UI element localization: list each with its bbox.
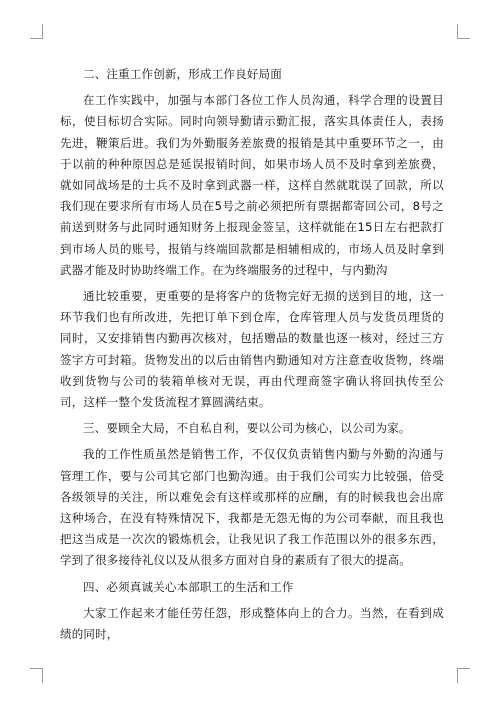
body-paragraph: 大家工作起来才能任劳任怨，形成整体向上的合力。当然，在看到成绩的同时， [60,605,444,642]
body-paragraph: 在工作实践中，加强与本部门各位工作人员沟通，科学合理的设置目标，使目标切合实际。同时向领导勤请示勤汇报，落实具体责任人，表扬先进，鞭策后进。我们为外勤服务差旅费的报销是其中重要环节之一，由于以前的种种原因总是延误报销时间，如果市场人员不及时拿到差旅费，就如同战场是的士兵不及时拿到武器一样，这样自然就耽误了回款，所以我们现在要求所有市场人员在5号之前必须把所有票据都寄回公司，8号之前送到财务与此同时通知财务上报现金签呈，这样就能在15日左右把款打到市场人员的账号，报销与终端回款都是相辅相成的，市场人员及时拿到武器才能及时协助终端工作。在为终端服务的过程中，与内勤沟 [60,93,444,277]
section-heading-2: 二、注重工作创新，形成工作良好局面 [83,67,282,81]
document-body [60,64,444,645]
crop-mark-top-left [30,24,43,39]
crop-mark-bottom-left [30,668,43,683]
section-heading-4: 四、必须真诚关心本部职工的生活和工作 [83,579,294,594]
body-paragraph: 我的工作性质虽然是销售工作，不仅仅负责销售内勤与外勤的沟通与管理工作，要与公司其它部门也勤沟通。由于我们公司实力比较强，倍受各级领导的关注，所以难免会有这样或那样的应酬，有的时候我也会出席这种场合，在没有特殊情况下，我都是无怨无悔的为公司奉献，而且我也把这当成是一次次的锻炼机会，让我见识了我工作范围以外的很多东西，学到了很多接待礼仪以及从很多方面对自身的素质有了很大的提高。 [60,447,444,568]
section-heading-3: 三、要顾全大局，不自私自利，要以公司为核心，以公司为家。 [83,421,411,436]
body-paragraph: 通比较重要，更重要的是将客户的货物完好无损的送到目的地，这一环节我们也有所改进，先把订单下到仓库，仓库管理人员与发货员理货的同时，又安排销售内勤再次核对，包括赠品的数量也逐一核对，经过三方签字方可封箱。货物发出的以后由销售内勤通知对方注意查收货物，终端收到货物与公司的装箱单核对无误，再由代理商签字确认将回执传至公司，这样一整个发货流程才算圆满结束。 [60,289,444,410]
crop-mark-top-right [457,24,470,39]
crop-mark-bottom-right [457,668,470,683]
